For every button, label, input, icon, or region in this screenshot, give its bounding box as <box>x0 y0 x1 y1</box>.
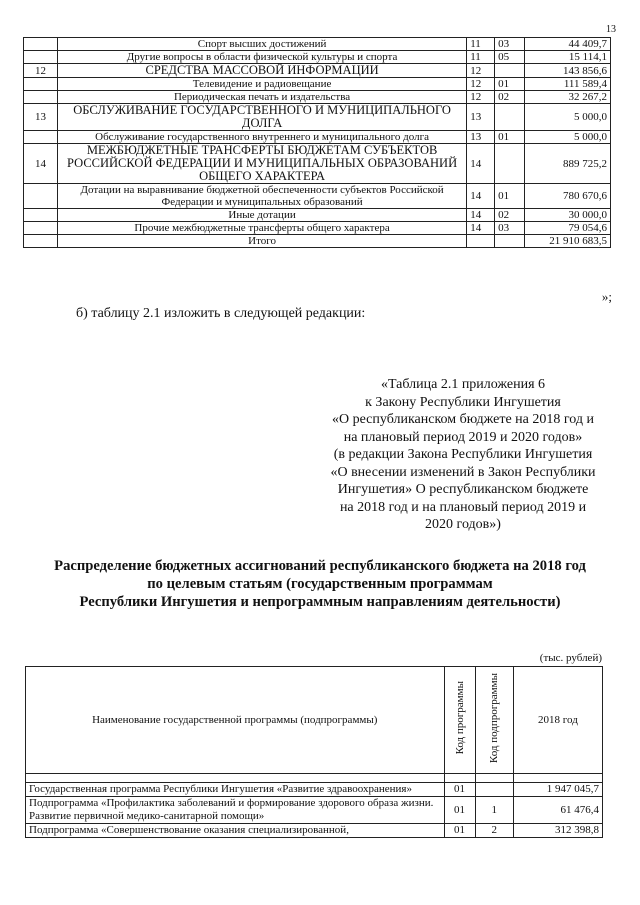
table-row <box>26 824 603 838</box>
instruction-text: б) таблицу 2.1 изложить в следующей редакции: <box>76 306 366 321</box>
table-row <box>26 783 603 797</box>
row-name: Иные дотации <box>57 209 466 222</box>
row-number <box>24 131 58 144</box>
section-code: 14 <box>467 222 495 235</box>
program-code: 01 <box>444 797 475 824</box>
row-number: 14 <box>24 144 58 184</box>
heading-line: по целевым статьям (государственным программам <box>147 576 493 592</box>
row-name: Другие вопросы в области физической культуры и спорта <box>57 51 466 64</box>
note-line: 2020 годов») <box>425 517 501 532</box>
row-number <box>24 91 58 104</box>
header-subprogram-code-text: Код подпрограммы <box>488 672 501 764</box>
table-header-row <box>26 667 603 774</box>
section-code: 14 <box>467 144 495 184</box>
expenditure-table <box>23 37 611 248</box>
table-row <box>24 184 611 209</box>
section-code: 13 <box>467 131 495 144</box>
amount-2018: 1 947 045,7 <box>513 783 602 797</box>
table-row <box>24 78 611 91</box>
subsection-code: 01 <box>495 184 525 209</box>
header-year: 2018 год <box>513 667 602 774</box>
heading-line: Распределение бюджетных ассигнований республиканского бюджета на 2018 год <box>54 558 586 574</box>
subsection-code <box>495 64 525 78</box>
row-number <box>24 51 58 64</box>
row-amount: 780 670,6 <box>525 184 611 209</box>
subsection-code: 05 <box>495 51 525 64</box>
subprogram-code: 1 <box>475 797 513 824</box>
row-amount: 44 409,7 <box>525 38 611 51</box>
row-name: Спорт высших достижений <box>57 38 466 51</box>
note-line: к Закону Республики Ингушетия <box>365 394 561 410</box>
row-number <box>24 38 58 51</box>
section-code: 14 <box>467 209 495 222</box>
note-line: «О республиканском бюджете на 2018 год и <box>332 412 594 427</box>
table-row <box>26 797 603 824</box>
table-row <box>24 131 611 144</box>
amount-2018: 312 398,8 <box>513 824 602 838</box>
page-number: 13 <box>606 24 616 35</box>
table-row <box>24 222 611 235</box>
table-row <box>24 38 611 51</box>
program-name: Государственная программа Республики Ингушетия «Развитие здравоохранения» <box>26 783 445 797</box>
table-row <box>24 64 611 78</box>
amount-2018: 61 476,4 <box>513 797 602 824</box>
subsection-code: 02 <box>495 91 525 104</box>
row-number <box>24 78 58 91</box>
row-amount: 15 114,1 <box>525 51 611 64</box>
section-code: 12 <box>467 91 495 104</box>
table-row <box>24 91 611 104</box>
row-amount: 30 000,0 <box>525 209 611 222</box>
subsection-code <box>495 235 525 248</box>
row-number: 12 <box>24 64 58 78</box>
note-line: «Таблица 2.1 приложения 6 <box>380 377 546 392</box>
subsection-code: 02 <box>495 209 525 222</box>
row-number <box>24 235 58 248</box>
row-number <box>24 209 58 222</box>
row-name: СРЕДСТВА МАССОВОЙ ИНФОРМАЦИИ <box>57 64 466 78</box>
program-name: Подпрограмма «Профилактика заболеваний и формирование здорового образа жизни. Развитие первичной медико-санитарной помощи» <box>26 797 445 824</box>
table-row <box>24 144 611 184</box>
subsection-code <box>495 144 525 184</box>
header-program-name: Наименование государственной программы (подпрограммы) <box>26 667 445 774</box>
section-heading <box>20 557 620 611</box>
row-amount: 5 000,0 <box>525 104 611 131</box>
row-name: Дотации на выравнивание бюджетной обеспеченности субъектов Российской Федерации и муниципальных образований <box>57 184 466 209</box>
row-amount: 111 589,4 <box>525 78 611 91</box>
program-code: 01 <box>444 783 475 797</box>
header-subprogram-code <box>475 667 513 774</box>
subsection-code: 01 <box>495 78 525 91</box>
row-name: Периодическая печать и издательства <box>57 91 466 104</box>
row-amount: 79 054,6 <box>525 222 611 235</box>
note-line: «О внесении изменений в Закон Республики <box>330 464 596 480</box>
subprogram-code: 2 <box>475 824 513 838</box>
spacer-row <box>26 774 603 783</box>
subsection-code <box>495 104 525 131</box>
note-line: (в редакции Закона Республики Ингушетия <box>333 447 593 462</box>
program-name: Подпрограмма «Совершенствование оказания специализированной, <box>26 824 445 838</box>
row-name: ОБСЛУЖИВАНИЕ ГОСУДАРСТВЕННОГО И МУНИЦИПАЛЬНОГО ДОЛГА <box>57 104 466 131</box>
row-name: Итого <box>57 235 466 248</box>
row-amount: 143 856,6 <box>525 64 611 78</box>
section-code: 13 <box>467 104 495 131</box>
table-row <box>24 104 611 131</box>
units-label: (тыс. рублей) <box>539 652 602 664</box>
subsection-code: 03 <box>495 222 525 235</box>
program-allocation-table <box>25 666 603 838</box>
subprogram-code <box>475 783 513 797</box>
table-row <box>24 51 611 64</box>
section-code: 11 <box>467 51 495 64</box>
row-amount: 21 910 683,5 <box>525 235 611 248</box>
note-line: Ингушетия» О республиканском бюджете <box>337 482 589 497</box>
row-amount: 5 000,0 <box>525 131 611 144</box>
note-line: на 2018 год и на плановый период 2019 и <box>339 499 587 515</box>
note-line: на плановый период 2019 и 2020 годов» <box>343 429 583 445</box>
heading-line: Республики Ингушетия и непрограммным направлениям деятельности) <box>79 594 561 610</box>
section-code: 11 <box>467 38 495 51</box>
subsection-code: 03 <box>495 38 525 51</box>
closing-quote: »; <box>601 289 612 304</box>
subsection-code: 01 <box>495 131 525 144</box>
table-row <box>24 235 611 248</box>
header-program-code-text: Код программы <box>453 681 466 755</box>
row-amount: 889 725,2 <box>525 144 611 184</box>
table-row <box>24 209 611 222</box>
row-name: Прочие межбюджетные трансферты общего характера <box>57 222 466 235</box>
header-program-code <box>444 667 475 774</box>
section-code <box>467 235 495 248</box>
section-code: 12 <box>467 64 495 78</box>
row-name: Телевидение и радиовещание <box>57 78 466 91</box>
row-number: 13 <box>24 104 58 131</box>
program-code: 01 <box>444 824 475 838</box>
row-number <box>24 222 58 235</box>
section-code: 12 <box>467 78 495 91</box>
table-reference-note <box>318 376 608 534</box>
row-name: Обслуживание государственного внутреннего и муниципального долга <box>57 131 466 144</box>
row-name: МЕЖБЮДЖЕТНЫЕ ТРАНСФЕРТЫ БЮДЖЕТАМ СУБЪЕКТОВ РОССИЙСКОЙ ФЕДЕРАЦИИ И МУНИЦИПАЛЬНЫХ ОБРАЗОВАНИЙ ОБЩЕГО ХАРАКТЕРА <box>57 144 466 184</box>
section-code: 14 <box>467 184 495 209</box>
row-number <box>24 184 58 209</box>
row-amount: 32 267,2 <box>525 91 611 104</box>
